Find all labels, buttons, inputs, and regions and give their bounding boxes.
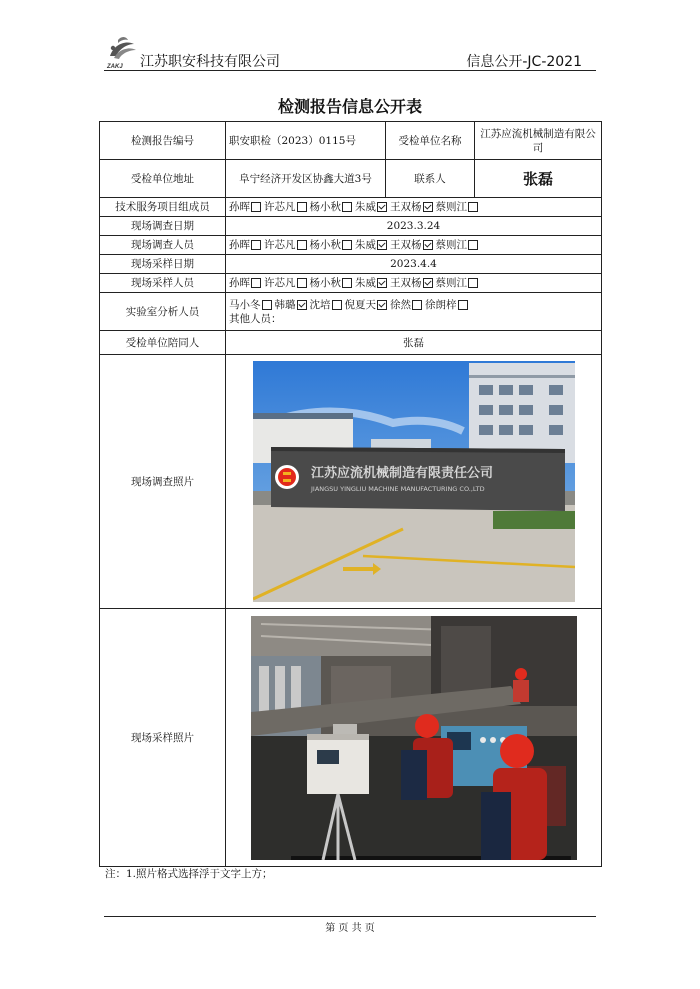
footer-divider <box>104 916 596 917</box>
staff-name: 王双杨 <box>390 239 422 251</box>
unchecked-checkbox-icon <box>262 300 272 310</box>
unchecked-checkbox-icon <box>468 240 478 250</box>
checked-checkbox-icon <box>377 300 387 310</box>
survey-staff-label: 现场调查人员 <box>100 236 226 255</box>
sampling-photo <box>251 616 577 860</box>
survey-photo-label: 现场调查照片 <box>100 355 226 609</box>
staff-option <box>264 277 310 289</box>
staff-option <box>355 201 390 213</box>
unchecked-checkbox-icon <box>297 278 307 288</box>
checked-checkbox-icon <box>423 240 433 250</box>
table-row <box>100 293 602 331</box>
table-row <box>100 236 602 255</box>
staff-name: 蔡则江 <box>435 277 467 289</box>
report-no-label: 检测报告编号 <box>100 122 226 160</box>
staff-name: 许芯凡 <box>264 239 296 251</box>
unchecked-checkbox-icon <box>251 240 261 250</box>
staff-option <box>355 277 390 289</box>
table-row <box>100 122 602 160</box>
checked-checkbox-icon <box>377 278 387 288</box>
contact-label: 联系人 <box>386 160 475 198</box>
lab-other-label: 其他人员： <box>229 312 282 325</box>
staff-name: 朱威 <box>355 239 376 251</box>
staff-name: 孙晖 <box>229 277 250 289</box>
staff-option <box>390 201 436 213</box>
staff-option <box>436 277 482 289</box>
staff-name: 蔡则江 <box>435 201 467 213</box>
staff-option <box>436 201 482 213</box>
staff-name: 朱威 <box>355 201 376 213</box>
table-row <box>100 198 602 217</box>
document-number: 信息公开-JC-2021 <box>466 54 582 70</box>
page-counter: 第 页 共 页 <box>325 923 375 934</box>
staff-option <box>264 201 310 213</box>
checked-checkbox-icon <box>423 278 433 288</box>
table-row <box>100 255 602 274</box>
team-label: 技术服务项目组成员 <box>100 198 226 217</box>
report-no-value: 职安职检（2023）0115号 <box>226 122 386 160</box>
lab-cell <box>226 293 602 331</box>
table-row <box>100 274 602 293</box>
address-label: 受检单位地址 <box>100 160 226 198</box>
unchecked-checkbox-icon <box>297 202 307 212</box>
survey-date-value: 2023.3.24 <box>226 217 602 236</box>
team-checklist <box>226 198 602 217</box>
contact-value: 张磊 <box>475 160 602 198</box>
unchecked-checkbox-icon <box>251 202 261 212</box>
unchecked-checkbox-icon <box>251 278 261 288</box>
table-row <box>100 217 602 236</box>
unchecked-checkbox-icon <box>468 202 478 212</box>
staff-name: 许芯凡 <box>264 277 296 289</box>
staff-option <box>345 299 391 311</box>
staff-name: 韩璐 <box>274 298 296 311</box>
unchecked-checkbox-icon <box>332 300 342 310</box>
staff-name: 许芯凡 <box>264 201 296 213</box>
staff-name: 朱威 <box>355 277 376 289</box>
staff-option <box>355 239 390 251</box>
client-value: 江苏应流机械制造有限公司 <box>475 122 602 160</box>
checked-checkbox-icon <box>297 300 307 310</box>
client-label: 受检单位名称 <box>386 122 475 160</box>
page-title: 检测报告信息公开表 <box>277 97 422 116</box>
staff-name: 杨小秋 <box>309 201 341 213</box>
checked-checkbox-icon <box>423 202 433 212</box>
staff-option <box>310 299 345 311</box>
staff-option <box>390 299 425 311</box>
staff-name: 徐朗梓 <box>425 298 457 311</box>
staff-option <box>275 299 310 311</box>
table-row <box>100 331 602 355</box>
address-value: 阜宁经济开发区协鑫大道3号 <box>226 160 386 198</box>
staff-name: 蔡则江 <box>435 239 467 251</box>
table-row <box>100 160 602 198</box>
unchecked-checkbox-icon <box>342 240 352 250</box>
unchecked-checkbox-icon <box>297 240 307 250</box>
sampling-photo-cell <box>226 609 602 867</box>
unchecked-checkbox-icon <box>342 278 352 288</box>
unchecked-checkbox-icon <box>468 278 478 288</box>
staff-option <box>390 277 436 289</box>
staff-name: 杨小秋 <box>309 277 341 289</box>
staff-name: 沈培 <box>309 298 331 311</box>
company-name: 江苏职安科技有限公司 <box>140 54 280 70</box>
staff-name: 倪夏天 <box>344 298 376 311</box>
unchecked-checkbox-icon <box>342 202 352 212</box>
table-row <box>100 609 602 867</box>
staff-option <box>436 239 482 251</box>
staff-option <box>310 277 356 289</box>
staff-option <box>229 239 264 251</box>
lab-staff-checklist <box>229 298 598 312</box>
lab-label: 实验室分析人员 <box>100 293 226 331</box>
sampling-date-label: 现场采样日期 <box>100 255 226 274</box>
staff-name: 杨小秋 <box>309 239 341 251</box>
unchecked-checkbox-icon <box>412 300 422 310</box>
survey-photo <box>253 361 575 602</box>
staff-option <box>229 277 264 289</box>
report-table <box>99 121 602 867</box>
sampling-photo-label: 现场采样照片 <box>100 609 226 867</box>
page-header <box>104 34 596 71</box>
staff-name: 孙晖 <box>229 201 250 213</box>
staff-name: 王双杨 <box>390 277 422 289</box>
sign-subtext: JIANGSU YINGLIU MACHINE MANUFACTURING CO.,LTD <box>310 485 485 493</box>
staff-name: 孙晖 <box>229 239 250 251</box>
staff-name: 王双杨 <box>390 201 422 213</box>
sampling-staff-checklist <box>226 274 602 293</box>
footnote: 注：1.照片格式选择浮于文字上方； <box>105 868 273 880</box>
sign-text: 江苏应流机械制造有限责任公司 <box>310 466 493 481</box>
checked-checkbox-icon <box>377 240 387 250</box>
logo-text: ZAKJ <box>107 64 123 70</box>
staff-option <box>310 239 356 251</box>
staff-option <box>425 299 471 311</box>
survey-staff-checklist <box>226 236 602 255</box>
staff-name: 马小冬 <box>229 298 261 311</box>
company-logo <box>104 34 140 70</box>
staff-option <box>310 201 356 213</box>
staff-option <box>390 239 436 251</box>
staff-name: 徐然 <box>390 298 411 311</box>
survey-date-label: 现场调查日期 <box>100 217 226 236</box>
staff-option <box>229 201 264 213</box>
staff-option <box>229 299 275 311</box>
table-row <box>100 355 602 609</box>
checked-checkbox-icon <box>377 202 387 212</box>
survey-photo-cell <box>226 355 602 609</box>
escort-value: 张磊 <box>226 331 602 355</box>
sampling-date-value: 2023.4.4 <box>226 255 602 274</box>
escort-label: 受检单位陪同人 <box>100 331 226 355</box>
staff-option <box>264 239 310 251</box>
unchecked-checkbox-icon <box>458 300 468 310</box>
sampling-staff-label: 现场采样人员 <box>100 274 226 293</box>
